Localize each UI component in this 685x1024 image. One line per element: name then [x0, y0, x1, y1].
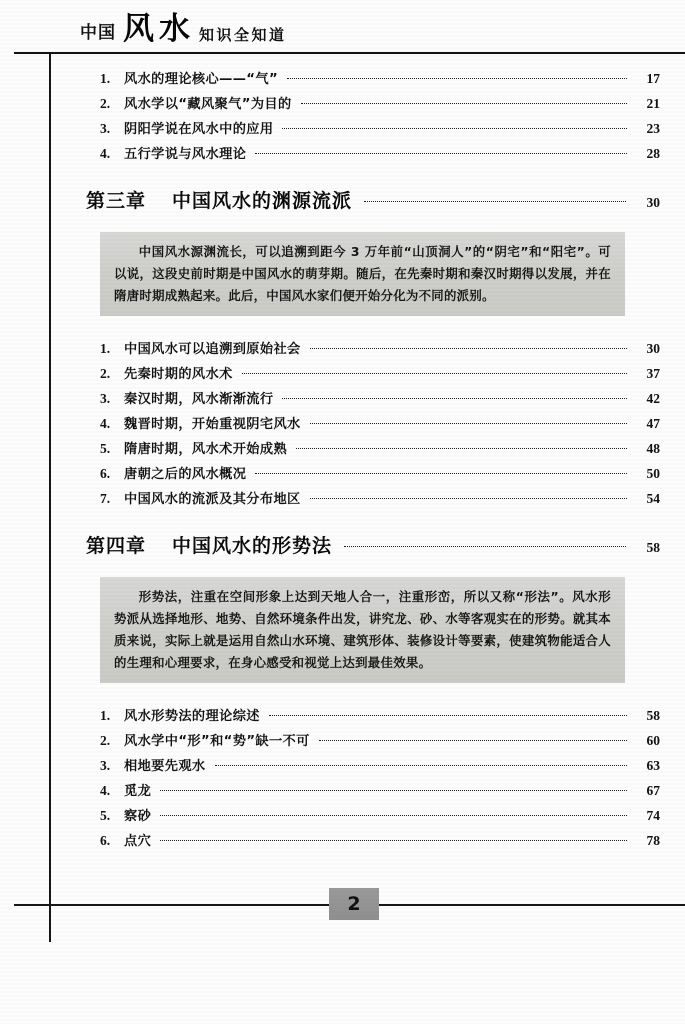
toc-entry-number: 3. [100, 391, 111, 406]
toc-dot-leader [296, 448, 627, 449]
toc-entry-label: 秦汉时期，风水渐渐流行 [124, 392, 274, 407]
chapter-three-toc-list [100, 336, 660, 511]
toc-entry-page: 54 [646, 491, 660, 506]
toc-entry[interactable] [100, 728, 660, 753]
toc-entry[interactable] [100, 411, 660, 436]
toc-entry-number: 7. [100, 491, 111, 506]
toc-entry-label: 隋唐时期，风水术开始成熟 [124, 442, 288, 457]
chapter-title: 中国风水的形势法 [172, 535, 333, 557]
header-rule [14, 52, 685, 54]
toc-entry-number: 6. [100, 466, 111, 481]
toc-dot-leader [255, 473, 627, 474]
toc-entry-page: 50 [646, 466, 660, 481]
toc-entry[interactable] [100, 778, 660, 803]
toc-entry-page: 30 [646, 341, 660, 356]
chapter-four-toc-list [100, 703, 660, 853]
toc-entry[interactable] [100, 336, 660, 361]
toc-entry-number: 4. [100, 146, 111, 161]
toc-entry-number: 1. [100, 708, 111, 723]
toc-entry-page: 74 [646, 808, 660, 823]
toc-entry-page: 60 [646, 733, 660, 748]
running-head-suffix: 知识全知道 [199, 26, 287, 44]
toc-dot-leader [269, 715, 627, 716]
chapter-number: 第三章 [86, 190, 147, 212]
toc-dot-leader [242, 373, 627, 374]
toc-entry-label: 先秦时期的风水术 [124, 367, 233, 382]
toc-dot-leader [282, 128, 627, 129]
toc-entry-label: 阴阳学说在风水中的应用 [124, 122, 274, 137]
chapter-page: 30 [646, 195, 660, 210]
toc-dot-leader [282, 398, 627, 399]
chapter-dot-leader [364, 201, 626, 202]
toc-entry-page: 48 [646, 441, 660, 456]
page-number-badge [329, 888, 379, 920]
toc-entry-number: 2. [100, 733, 111, 748]
toc-entry[interactable] [100, 753, 660, 778]
toc-entry[interactable] [100, 486, 660, 511]
toc-entry-page: 28 [646, 146, 660, 161]
toc-dot-leader [310, 348, 627, 349]
toc-entry-label: 唐朝之后的风水概况 [124, 467, 247, 482]
toc-entry-page: 37 [646, 366, 660, 381]
toc-entry-page: 47 [646, 416, 660, 431]
toc-dot-leader [160, 790, 627, 791]
toc-entry[interactable] [100, 386, 660, 411]
toc-entry-number: 1. [100, 341, 111, 356]
toc-entry-label: 中国风水可以追溯到原始社会 [124, 342, 301, 357]
toc-entry-page: 78 [646, 833, 660, 848]
left-margin-rule [49, 52, 51, 942]
toc-entry-number: 4. [100, 416, 111, 431]
toc-entry-number: 5. [100, 808, 111, 823]
toc-dot-leader [301, 103, 627, 104]
chapter-four-abstract: 形势法，注重在空间形象上达到天地人合一，注重形峦，所以又称“形法”。风水形势派从选择地形、地势、自然环境条件出发，讲究龙、砂、水等客观实在的形势。就其本质来说，实际上就是运用自然山水环境、建筑形体、装修设计等要素，使建筑物能适合人的生理和心理要求，在身心感受和视觉上达到最佳效果。 [100, 577, 625, 683]
toc-entry-label: 察砂 [124, 809, 152, 824]
toc-entry-number: 6. [100, 833, 111, 848]
toc-entry[interactable] [100, 141, 660, 166]
toc-entry-label: 风水学中“形”和“势”缺一不可 [124, 734, 310, 749]
toc-entry-number: 1. [100, 71, 111, 86]
toc-entry-label: 相地要先观水 [124, 759, 206, 774]
toc-entry-label: 风水的理论核心——“气” [124, 72, 279, 87]
chapter-dot-leader [344, 546, 626, 547]
toc-entry-page: 17 [646, 71, 660, 86]
toc-entry[interactable] [100, 91, 660, 116]
toc-dot-leader [215, 765, 627, 766]
chapter-heading-three[interactable] [86, 186, 660, 220]
chapter-number: 第四章 [86, 535, 147, 557]
toc-entry-number: 3. [100, 121, 111, 136]
toc-entry[interactable] [100, 66, 660, 91]
running-head-main: 风水 [123, 11, 195, 47]
chapter-three-abstract: 中国风水源渊流长，可以追溯到距今 3 万年前“山顶洞人”的“阴宅”和“阳宅”。可以说，这段史前时期是中国风水的萌芽期。随后，在先秦时期和秦汉时期得以发展，并在隋唐时期成熟起来。此后，中国风水家们便开始分化为不同的派别。 [100, 232, 625, 316]
toc-dot-leader [287, 78, 627, 79]
toc-entry-label: 魏晋时期，开始重视阴宅风水 [124, 417, 301, 432]
toc-dot-leader [160, 840, 627, 841]
toc-entry[interactable] [100, 828, 660, 853]
toc-entry[interactable] [100, 803, 660, 828]
toc-entry-number: 2. [100, 96, 111, 111]
toc-entry[interactable] [100, 361, 660, 386]
toc-entry-label: 点穴 [124, 834, 152, 849]
chapter-page: 58 [646, 540, 660, 555]
chapter-heading-four[interactable] [86, 531, 660, 565]
toc-entry-page: 21 [646, 96, 660, 111]
toc-dot-leader [319, 740, 627, 741]
toc-entry-label: 五行学说与风水理论 [124, 147, 247, 162]
toc-list-continued [100, 66, 660, 166]
toc-entry-label: 风水学以“藏风聚气”为目的 [124, 97, 292, 112]
toc-entry-page: 58 [646, 708, 660, 723]
running-head-prefix: 中国 [80, 23, 116, 43]
toc-entry-page: 67 [646, 783, 660, 798]
toc-entry-label: 中国风水的流派及其分布地区 [124, 492, 301, 507]
running-head [80, 11, 287, 47]
toc-dot-leader [310, 498, 627, 499]
toc-entry-number: 5. [100, 441, 111, 456]
toc-entry[interactable] [100, 703, 660, 728]
chapter-title: 中国风水的渊源流派 [172, 190, 353, 212]
toc-entry[interactable] [100, 116, 660, 141]
toc-entry-page: 23 [646, 121, 660, 136]
toc-content [86, 66, 660, 853]
toc-entry-number: 4. [100, 783, 111, 798]
toc-entry-number: 3. [100, 758, 111, 773]
toc-dot-leader [160, 815, 627, 816]
toc-entry-number: 2. [100, 366, 111, 381]
toc-entry-page: 63 [646, 758, 660, 773]
toc-dot-leader [310, 423, 627, 424]
toc-entry[interactable] [100, 436, 660, 461]
page-number: 2 [347, 893, 361, 915]
toc-entry-page: 42 [646, 391, 660, 406]
toc-dot-leader [255, 153, 627, 154]
toc-entry-label: 觅龙 [124, 784, 152, 799]
toc-entry[interactable] [100, 461, 660, 486]
toc-entry-label: 风水形势法的理论综述 [124, 709, 260, 724]
